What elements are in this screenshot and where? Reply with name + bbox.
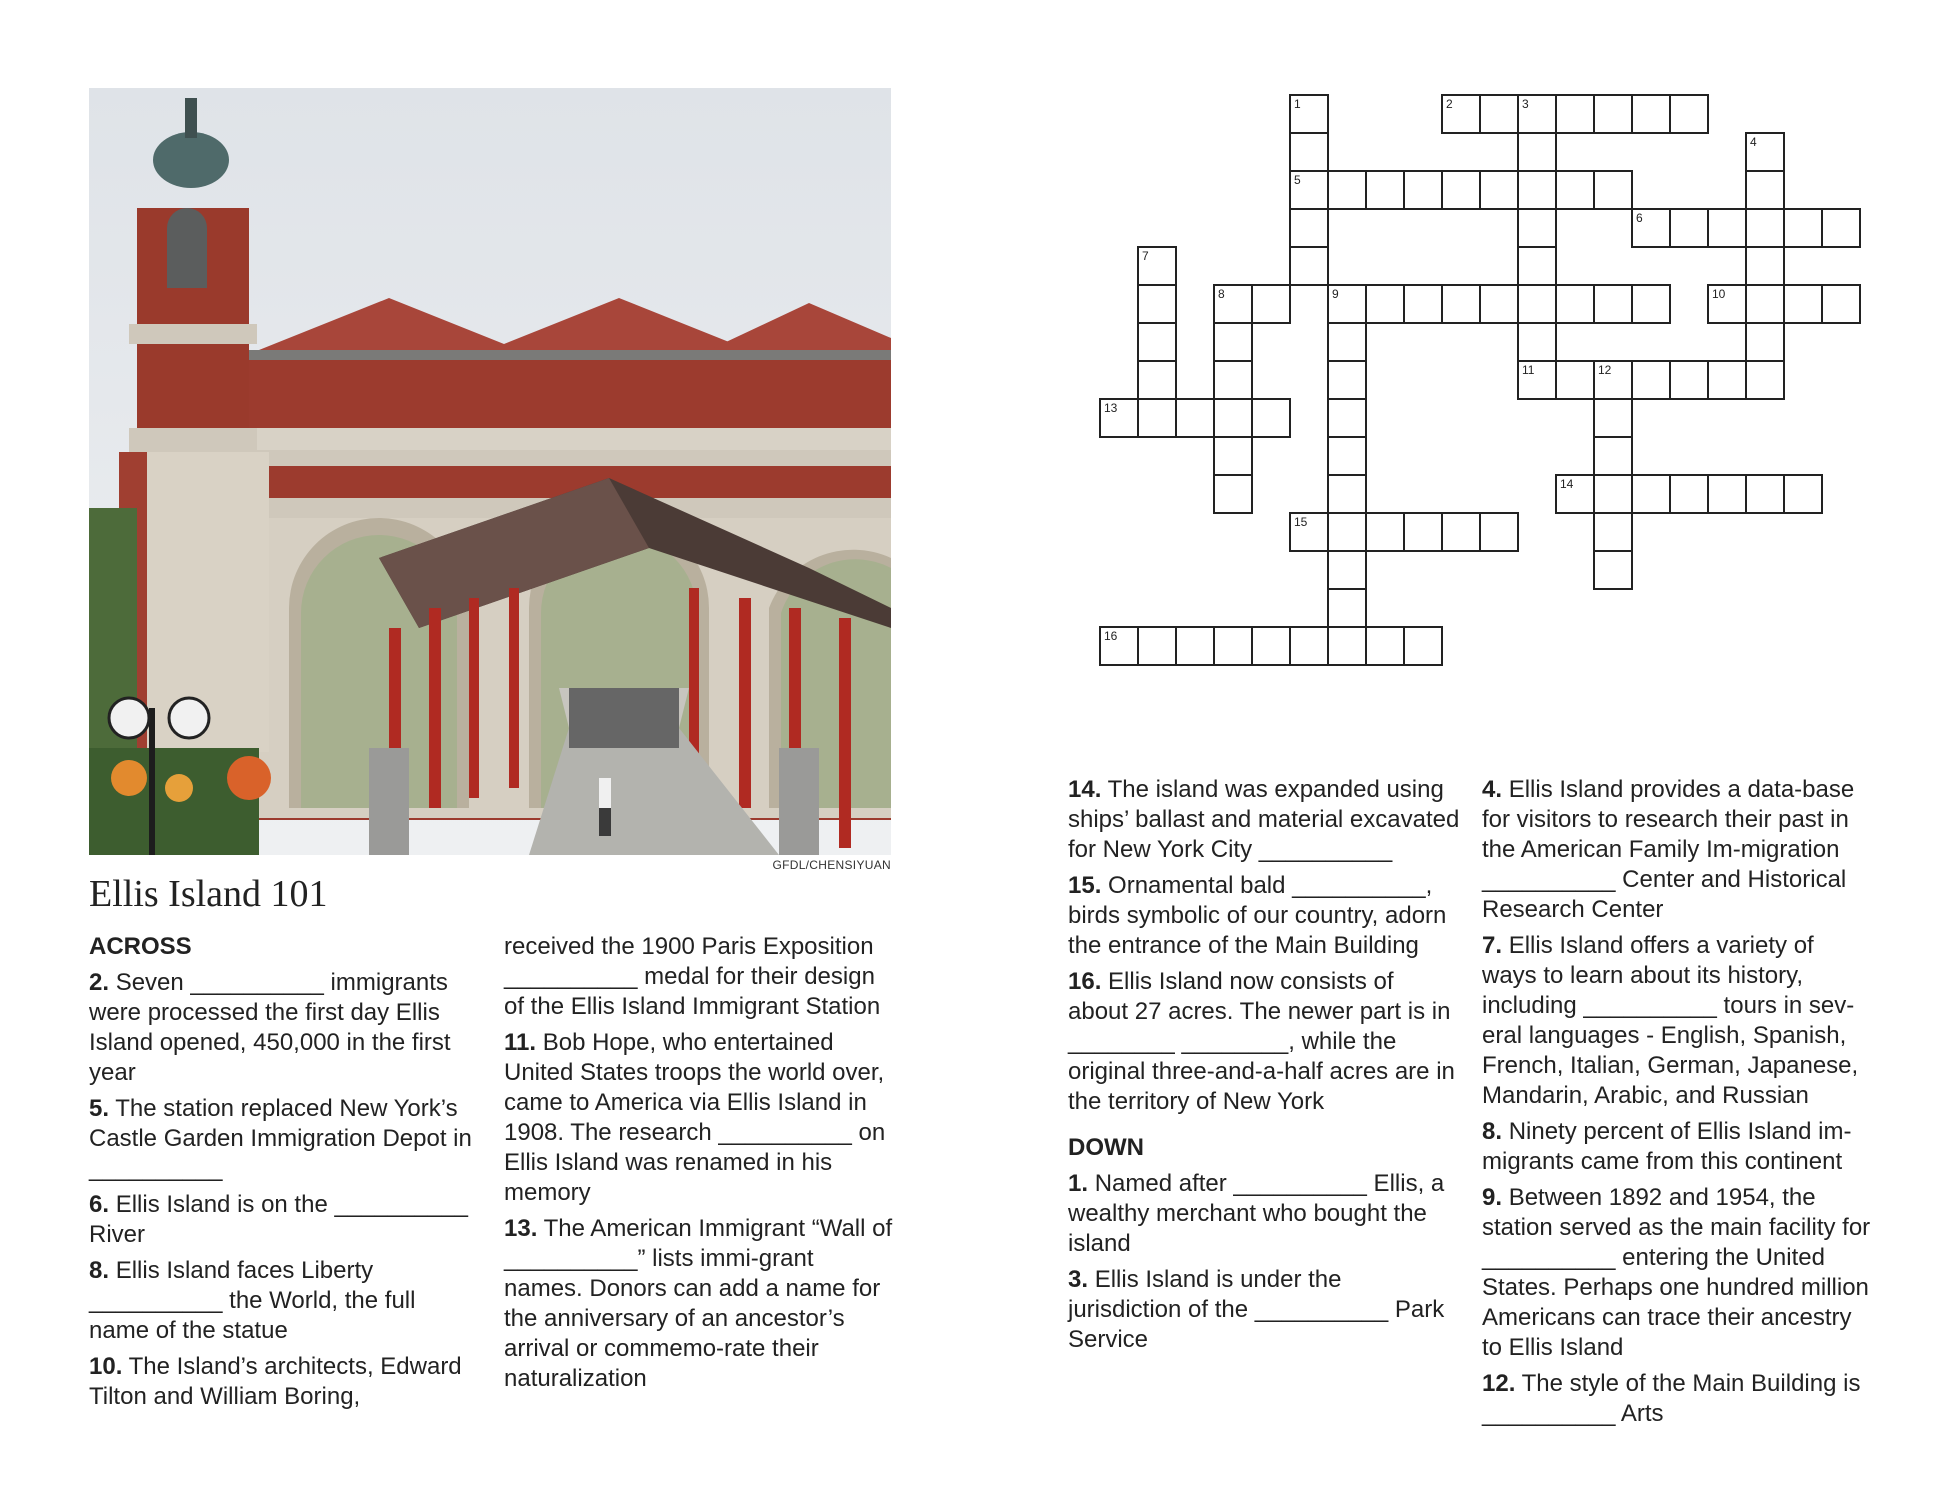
crossword-cell[interactable] — [1670, 361, 1708, 399]
crossword-cell[interactable] — [1366, 285, 1404, 323]
clue — [89, 1094, 479, 1184]
crossword-cell[interactable] — [1328, 475, 1366, 513]
crossword-cell[interactable] — [1708, 475, 1746, 513]
crossword-cell[interactable] — [1556, 171, 1594, 209]
clue-number: 1. — [1068, 1170, 1089, 1197]
crossword-cell[interactable] — [1290, 247, 1328, 285]
clue-text: Ellis Island is under the jurisdiction of the __________ Park Service — [1068, 1266, 1445, 1353]
crossword-cell[interactable] — [1746, 323, 1784, 361]
crossword-cell[interactable] — [1290, 133, 1328, 171]
crossword-cell-number: 9 — [1332, 287, 1339, 301]
crossword-cell[interactable] — [1442, 513, 1480, 551]
crossword-cell[interactable] — [1328, 437, 1366, 475]
clue-number: 16. — [1068, 968, 1102, 995]
crossword-cell[interactable] — [1822, 285, 1860, 323]
clue — [89, 1256, 479, 1346]
crossword-cell[interactable] — [1518, 247, 1556, 285]
crossword-cell-number: 7 — [1142, 249, 1149, 263]
clue-text: Named after __________ Ellis, a wealthy merchant who bought the island — [1068, 1170, 1445, 1257]
crossword-cell[interactable] — [1176, 399, 1214, 437]
crossword-cell[interactable] — [1214, 399, 1252, 437]
crossword-cell[interactable] — [1328, 627, 1366, 665]
crossword-cell[interactable] — [1670, 475, 1708, 513]
crossword-cell[interactable] — [1138, 361, 1176, 399]
crossword-cell-number: 2 — [1446, 97, 1453, 111]
crossword-cell[interactable] — [1784, 285, 1822, 323]
crossword-cell[interactable] — [1632, 361, 1670, 399]
clue-text: Ellis Island provides a data-base for visitors to research their past in the American Family Im-migration __________ Center and Historical Research Center — [1482, 776, 1855, 923]
clue — [504, 932, 894, 1022]
clue — [1068, 1265, 1460, 1355]
clue-number: 5. — [89, 1095, 110, 1122]
crossword-cell[interactable] — [1594, 95, 1632, 133]
clue — [504, 1028, 894, 1208]
crossword-cell[interactable] — [1518, 285, 1556, 323]
crossword-cell[interactable] — [1404, 513, 1442, 551]
clue-number: 2. — [89, 969, 110, 996]
down-clue-list — [1068, 1169, 1460, 1355]
clues-column-4 — [1482, 775, 1874, 1435]
crossword-cell[interactable] — [1328, 361, 1366, 399]
clues-column-3 — [1068, 775, 1460, 1361]
crossword-cell[interactable] — [1328, 589, 1366, 627]
crossword-cell[interactable] — [1670, 209, 1708, 247]
clue-number: 10. — [89, 1353, 123, 1380]
crossword-cell[interactable] — [1594, 475, 1632, 513]
crossword-cell[interactable] — [1328, 171, 1366, 209]
across-clue-list-end — [1068, 775, 1460, 1117]
down-clue-list-continued — [1482, 775, 1874, 1429]
across-clue-list-continued — [504, 932, 894, 1394]
crossword-cell[interactable] — [1746, 209, 1784, 247]
clue-number: 6. — [89, 1191, 110, 1218]
clue-number: 9. — [1482, 1184, 1503, 1211]
crossword-cell-number: 10 — [1712, 287, 1726, 301]
crossword-cell[interactable] — [1708, 209, 1746, 247]
crossword-cell[interactable] — [1252, 285, 1290, 323]
clue — [1482, 1183, 1874, 1363]
crossword-cell[interactable] — [1138, 323, 1176, 361]
crossword-cell[interactable] — [1480, 285, 1518, 323]
page-title: Ellis Island 101 — [89, 873, 328, 915]
crossword-cell-number: 6 — [1636, 211, 1643, 225]
crossword-cell[interactable] — [1138, 627, 1176, 665]
clue-text: The island was expanded using ships’ ballast and material excavated for New York City __________ — [1068, 776, 1460, 863]
crossword-cell[interactable] — [1708, 361, 1746, 399]
clue-text: Ninety percent of Ellis Island im-migrants came from this continent — [1482, 1118, 1852, 1175]
down-heading: DOWN — [1068, 1134, 1144, 1161]
crossword-cell[interactable] — [1746, 171, 1784, 209]
crossword-cell[interactable] — [1556, 285, 1594, 323]
crossword-cell[interactable] — [1366, 513, 1404, 551]
crossword-cell[interactable] — [1214, 323, 1252, 361]
clue-number: 15. — [1068, 872, 1102, 899]
crossword-cell[interactable] — [1176, 627, 1214, 665]
clue-text: received the 1900 Paris Exposition __________ medal for their design of the Ellis Island Immigrant Station — [504, 933, 881, 1020]
crossword-grid — [0, 0, 1946, 700]
crossword-cell[interactable] — [1328, 399, 1366, 437]
clue-text: Ellis Island is on the __________ River — [89, 1191, 468, 1248]
clue-text: Ellis Island faces Liberty __________ the World, the full name of the statue — [89, 1257, 416, 1344]
clue — [504, 1214, 894, 1394]
clue-text: Ellis Island offers a variety of ways to learn about its history, including __________ tours in sev-eral languages - English, Spanish, French, Italian, German, Japanese, Mandarin, Arabic, and Russian — [1482, 932, 1859, 1109]
crossword-cell-number: 15 — [1294, 515, 1308, 529]
clues-column-2 — [504, 932, 894, 1400]
clue-number: 11. — [504, 1029, 537, 1056]
crossword-cell[interactable] — [1404, 285, 1442, 323]
clue — [1482, 1117, 1874, 1177]
crossword-cell[interactable] — [1328, 551, 1366, 589]
clue — [1482, 775, 1874, 925]
crossword-cell[interactable] — [1404, 171, 1442, 209]
crossword-cell[interactable] — [1632, 475, 1670, 513]
clue-number: 7. — [1482, 932, 1503, 959]
crossword-cell[interactable] — [1138, 399, 1176, 437]
crossword-cell[interactable] — [1214, 437, 1252, 475]
crossword-cell[interactable] — [1594, 513, 1632, 551]
clue-text: The style of the Main Building is __________ Arts — [1482, 1370, 1861, 1427]
clue — [1068, 871, 1460, 961]
crossword-cell[interactable] — [1632, 95, 1670, 133]
crossword-cell[interactable] — [1252, 627, 1290, 665]
crossword-cell[interactable] — [1518, 323, 1556, 361]
across-clue-list — [89, 968, 479, 1412]
crossword-cell[interactable] — [1480, 171, 1518, 209]
crossword-cell-number: 14 — [1560, 477, 1574, 491]
clue — [89, 968, 479, 1088]
crossword-cell-number: 3 — [1522, 97, 1529, 111]
crossword-cell-number: 13 — [1104, 401, 1118, 415]
crossword-cell[interactable] — [1632, 285, 1670, 323]
crossword-cell[interactable] — [1594, 171, 1632, 209]
clues-column-1 — [89, 932, 479, 1418]
clue — [1068, 1169, 1460, 1259]
crossword-cell[interactable] — [1594, 285, 1632, 323]
clue — [1068, 967, 1460, 1117]
crossword-cell-number: 4 — [1750, 135, 1757, 149]
crossword-cell[interactable] — [1784, 475, 1822, 513]
clue-number: 14. — [1068, 776, 1102, 803]
crossword-cell[interactable] — [1594, 551, 1632, 589]
crossword-cell[interactable] — [1214, 627, 1252, 665]
clue-text: Between 1892 and 1954, the station served as the main facility for __________ entering the United States. Perhaps one hundred million Americans can trace their ancestry to Ellis Island — [1482, 1184, 1871, 1361]
clue-number: 4. — [1482, 776, 1503, 803]
crossword-cell[interactable] — [1328, 323, 1366, 361]
crossword-cell[interactable] — [1746, 475, 1784, 513]
crossword-cell[interactable] — [1214, 475, 1252, 513]
clue-text: Seven __________ immigrants were processed the first day Ellis Island opened, 450,000 in the first year — [89, 969, 451, 1086]
crossword-cell[interactable] — [1594, 399, 1632, 437]
crossword-cell[interactable] — [1746, 285, 1784, 323]
crossword-cell[interactable] — [1290, 627, 1328, 665]
clue — [89, 1190, 479, 1250]
crossword-cell[interactable] — [1328, 513, 1366, 551]
crossword-cell[interactable] — [1594, 437, 1632, 475]
clue-number: 8. — [89, 1257, 110, 1284]
clue-text: The Island’s architects, Edward Tilton and William Boring, — [89, 1353, 462, 1410]
crossword-cell[interactable] — [1822, 209, 1860, 247]
clue-text: Bob Hope, who entertained United States troops the world over, came to America via Ellis Island in 1908. The research __________ on Ellis Island was renamed in his memory — [504, 1029, 886, 1206]
clue-number: 3. — [1068, 1266, 1089, 1293]
clue-number: 13. — [504, 1215, 538, 1242]
crossword-cell[interactable] — [1442, 171, 1480, 209]
crossword-cell[interactable] — [1746, 247, 1784, 285]
clue-text: The American Immigrant “Wall of __________” lists immi-grant names. Donors can add a name for the anniversary of an ancestor’s arrival or commemo-rate their naturalization — [504, 1215, 893, 1392]
crossword-cell[interactable] — [1480, 513, 1518, 551]
crossword-cell[interactable] — [1518, 209, 1556, 247]
clue-number: 8. — [1482, 1118, 1503, 1145]
clue — [89, 1352, 479, 1412]
crossword-cell[interactable] — [1556, 95, 1594, 133]
crossword-cell-number: 12 — [1598, 363, 1612, 377]
crossword-cell-number: 8 — [1218, 287, 1225, 301]
crossword-cell-number: 11 — [1522, 363, 1535, 377]
crossword-cell[interactable] — [1556, 361, 1594, 399]
across-heading: ACROSS — [89, 933, 192, 960]
crossword-cell[interactable] — [1214, 361, 1252, 399]
crossword-cell[interactable] — [1138, 285, 1176, 323]
clue-text: Ellis Island now consists of about 27 acres. The newer part is in ________ ________, while the original three-and-a-half acres are in the territory of New York — [1068, 968, 1455, 1115]
crossword-cell-number: 16 — [1104, 629, 1118, 643]
crossword-cell[interactable] — [1252, 399, 1290, 437]
crossword-cell-number: 5 — [1294, 173, 1301, 187]
crossword-cell[interactable] — [1366, 171, 1404, 209]
crossword-cell[interactable] — [1518, 171, 1556, 209]
clue-text: The station replaced New York’s Castle Garden Immigration Depot in __________ — [89, 1095, 472, 1182]
clue — [1068, 775, 1460, 865]
clue — [1482, 931, 1874, 1111]
clue — [1482, 1369, 1874, 1429]
crossword-cell-number: 1 — [1294, 97, 1301, 111]
clue-text: Ornamental bald __________, birds symbolic of our country, adorn the entrance of the Main Building — [1068, 872, 1447, 959]
crossword-cell[interactable] — [1746, 361, 1784, 399]
crossword-cell[interactable] — [1480, 95, 1518, 133]
crossword-cell[interactable] — [1366, 627, 1404, 665]
crossword-cell[interactable] — [1404, 627, 1442, 665]
crossword-cell[interactable] — [1518, 133, 1556, 171]
photo-credit: GFDL/CHENSIYUAN — [772, 858, 891, 872]
crossword-cell[interactable] — [1670, 95, 1708, 133]
crossword-cell[interactable] — [1784, 209, 1822, 247]
crossword-cell[interactable] — [1442, 285, 1480, 323]
crossword-cell[interactable] — [1290, 209, 1328, 247]
clue-number: 12. — [1482, 1370, 1516, 1397]
